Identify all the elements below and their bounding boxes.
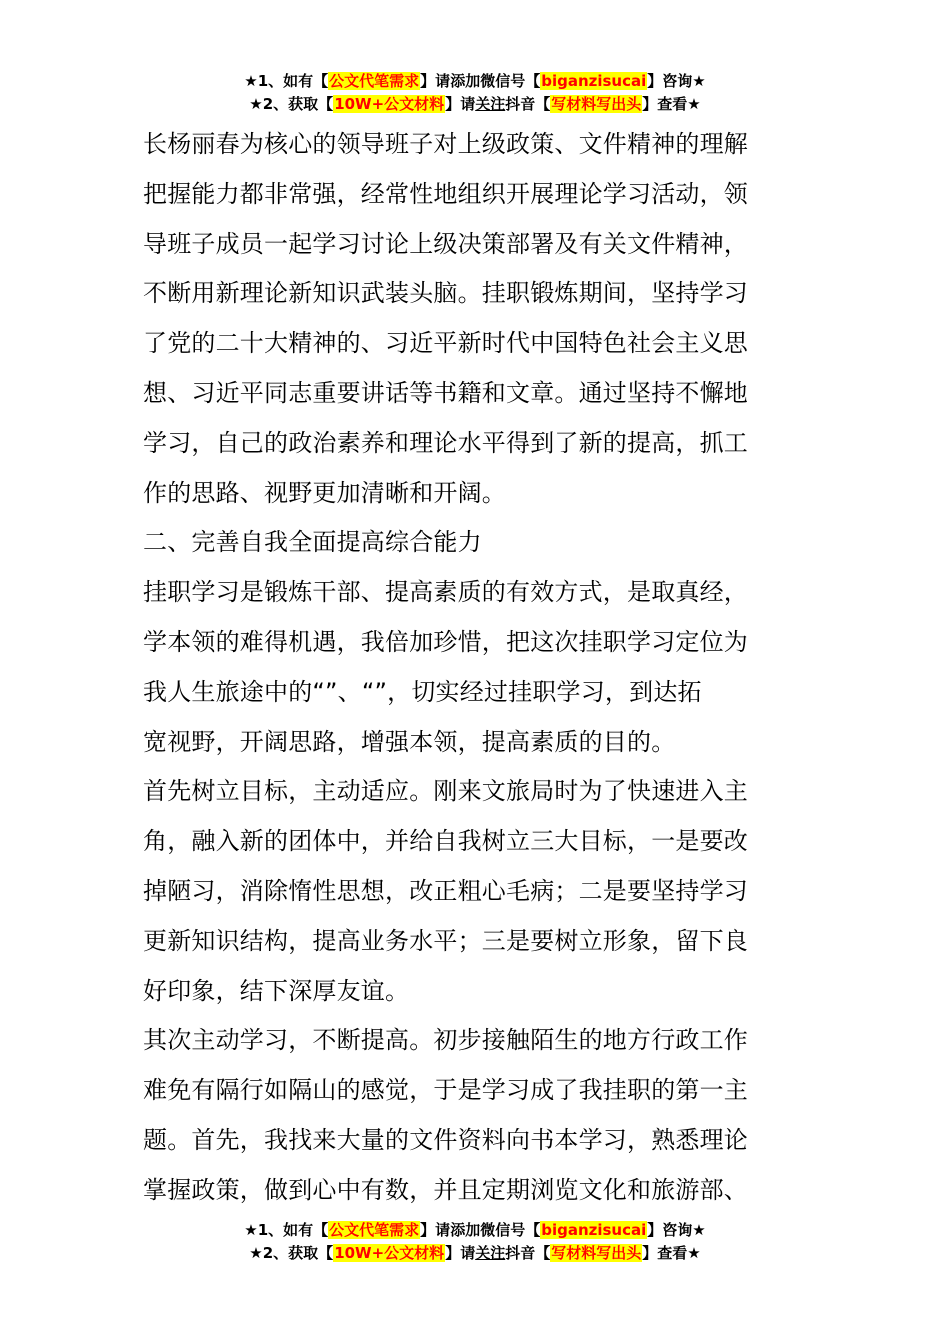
promo-highlight-wechat-id: biganzisucai — [541, 72, 647, 90]
text-line: 角，融入新的团体中，并给自我树立三大目标，一是要改 — [143, 827, 748, 856]
text-line: 了党的二十大精神的、习近平新时代中国特色社会主义思 — [143, 329, 748, 358]
text-line: 挂职学习是锻炼干部、提高素质的有效方式，是取真经， — [143, 578, 748, 607]
promo-text: 】请 — [420, 72, 451, 90]
promo-line-2 — [0, 1242, 950, 1265]
promo-text: ★1、如有【 — [244, 1221, 329, 1239]
promo-line-1 — [0, 1219, 950, 1242]
promo-text: 微信号【 — [480, 1221, 541, 1239]
text-line: 作的思路、视野更加清晰和开阔。 — [143, 478, 506, 507]
promo-text: ★2、获取【 — [249, 1244, 334, 1262]
promo-text: 】请 — [445, 1244, 476, 1262]
text-line: 不断用新理论新知识武装头脑。挂职锻炼期间，坚持学习 — [143, 279, 748, 308]
promo-text: 】查看★ — [642, 95, 701, 113]
promo-text: 抖音【 — [505, 95, 551, 113]
text-line: 好印象，结下深厚友谊。 — [143, 976, 410, 1005]
text-line: 更新知识结构，提高业务水平；三是要树立形象，留下良 — [143, 926, 748, 955]
text-line: 其次主动学习，不断提高。初步接触陌生的地方行政工作 — [143, 1026, 748, 1055]
text-line: 我人生旅途中的“”、“”，切实经过挂职学习，到达拓 — [143, 677, 702, 706]
text-line: 掌握政策，做到心中有数，并且定期浏览文化和旅游部、 — [143, 1175, 748, 1204]
promo-emphasis: 关注 — [475, 95, 506, 113]
text-line: 题。首先，我找来大量的文件资料向书本学习，熟悉理论 — [143, 1125, 748, 1154]
document-body — [143, 120, 808, 1216]
promo-line-1 — [0, 70, 950, 93]
text-line: 把握能力都非常强，经常性地组织开展理论学习活动，领 — [143, 179, 748, 208]
promo-emphasis: 添加 — [450, 1221, 481, 1239]
section-heading: 二、完善自我全面提高综合能力 — [143, 528, 482, 557]
promo-highlight-materials: 10W+公文材料 — [334, 95, 445, 113]
promo-highlight-douyin-account: 写材料写出头 — [551, 1244, 642, 1262]
promo-text: 】咨询★ — [647, 1221, 706, 1239]
text-line: 首先树立目标，主动适应。刚来文旅局时为了快速进入主 — [143, 777, 748, 806]
promo-emphasis: 添加 — [450, 72, 481, 90]
promo-text: 】咨询★ — [647, 72, 706, 90]
promo-text: ★1、如有【 — [244, 72, 329, 90]
promo-text: ★2、获取【 — [249, 95, 334, 113]
promo-text: 】请 — [420, 1221, 451, 1239]
footer-promo-banner — [0, 1219, 950, 1265]
text-line: 宽视野，开阔思路，增强本领，提高素质的目的。 — [143, 727, 676, 756]
text-line: 掉陋习，消除惰性思想，改正粗心毛病；二是要坚持学习 — [143, 876, 748, 905]
header-promo-banner — [0, 70, 950, 116]
promo-text: 】请 — [445, 95, 476, 113]
promo-text: 抖音【 — [505, 1244, 551, 1262]
promo-emphasis: 关注 — [475, 1244, 506, 1262]
promo-highlight-service: 公文代笔需求 — [329, 72, 420, 90]
promo-text: 微信号【 — [480, 72, 541, 90]
text-line: 学本领的难得机遇，我倍加珍惜，把这次挂职学习定位为 — [143, 627, 748, 656]
text-line: 长杨丽春为核心的领导班子对上级政策、文件精神的理解 — [143, 130, 748, 158]
text-line: 学习，自己的政治素养和理论水平得到了新的提高，抓工 — [143, 428, 748, 457]
text-line: 难免有隔行如隔山的感觉，于是学习成了我挂职的第一主 — [143, 1076, 748, 1105]
promo-text: 】查看★ — [642, 1244, 701, 1262]
promo-highlight-wechat-id: biganzisucai — [541, 1221, 647, 1239]
text-line: 导班子成员一起学习讨论上级决策部署及有关文件精神， — [143, 229, 748, 258]
promo-highlight-douyin-account: 写材料写出头 — [551, 95, 642, 113]
promo-line-2 — [0, 93, 950, 116]
promo-highlight-service: 公文代笔需求 — [329, 1221, 420, 1239]
text-line: 想、习近平同志重要讲话等书籍和文章。通过坚持不懈地 — [143, 378, 748, 407]
promo-highlight-materials: 10W+公文材料 — [334, 1244, 445, 1262]
